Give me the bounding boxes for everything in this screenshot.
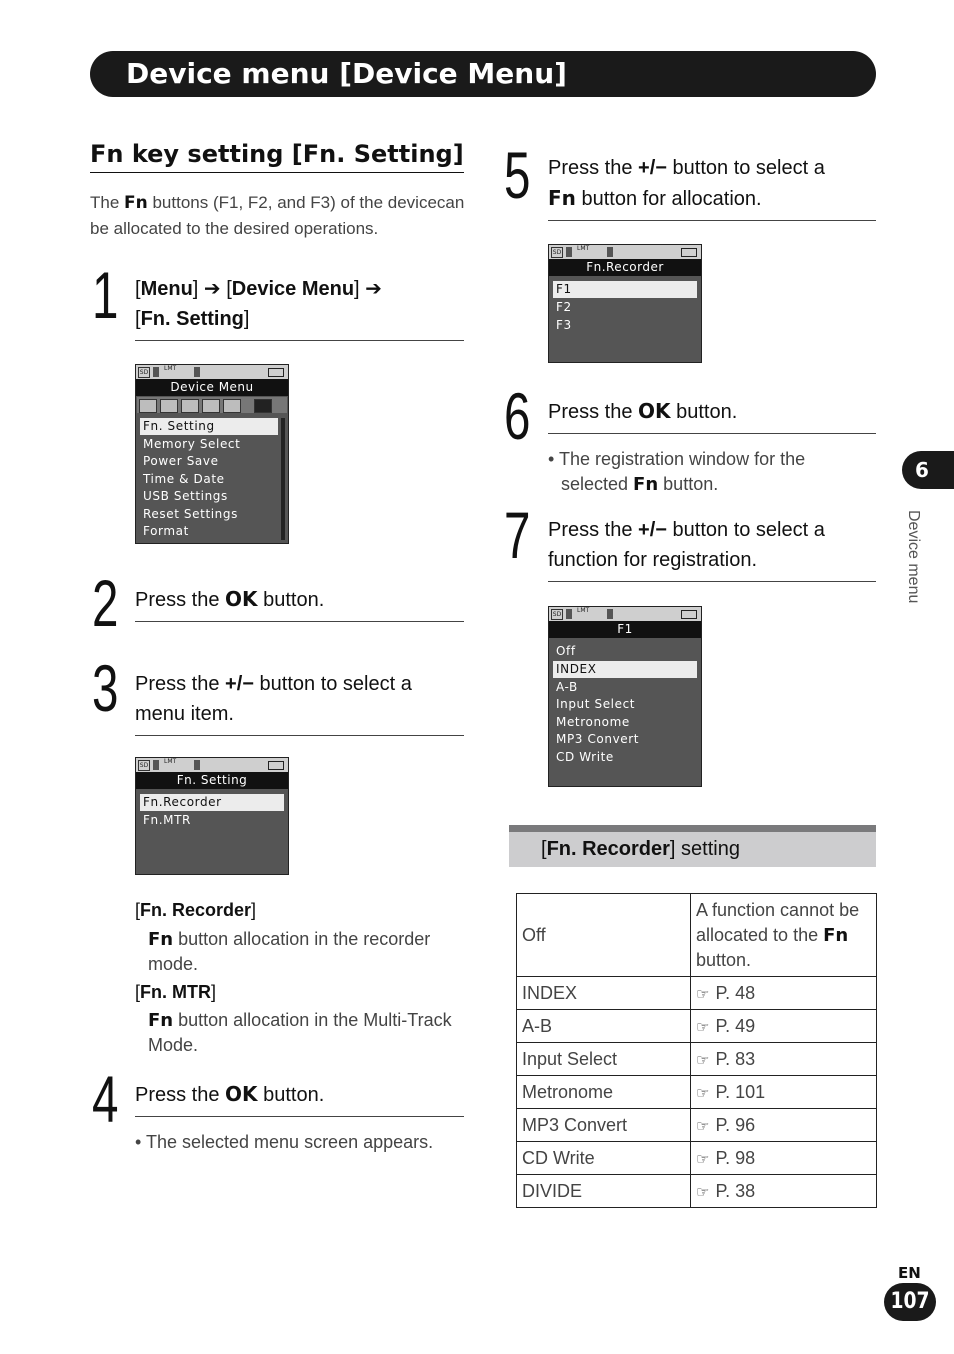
- chapter-number: 6: [915, 458, 929, 482]
- step-7-number: 7: [504, 498, 531, 572]
- table-row: [517, 977, 877, 1010]
- battery-icon: [681, 610, 697, 619]
- sd-icon: SD: [139, 369, 149, 376]
- step-6-number: 6: [504, 379, 531, 453]
- page-ref-link[interactable]: ☞ P. 49: [696, 1016, 755, 1036]
- fn-mtr-desc: [148, 1008, 468, 1058]
- fn-label: Fn: [823, 924, 849, 946]
- fn-mtr-term: [Fn. MTR]: [135, 982, 217, 1002]
- menu-item: F1: [553, 281, 697, 298]
- menu-item: Power Save: [143, 454, 219, 468]
- menu-item: Format: [143, 524, 189, 538]
- step-4-rule: [135, 1116, 464, 1117]
- s6-pre: Press the: [548, 401, 639, 423]
- intro-paragraph: [90, 190, 470, 242]
- menu-item: F2: [556, 300, 572, 314]
- page-ref-link[interactable]: ☞ P. 48: [696, 983, 755, 1003]
- mic-icon: [194, 760, 200, 770]
- s6-note1: • The registration window for the: [548, 449, 806, 469]
- menu-item: Input Select: [556, 697, 636, 711]
- s6-note2: [548, 474, 718, 494]
- heading-a: [: [541, 838, 547, 860]
- lmt-label: LMT: [577, 245, 590, 252]
- recorder-setting-heading: [509, 825, 876, 867]
- menu-item: CD Write: [556, 750, 614, 764]
- menu-item: MP3 Convert: [556, 732, 640, 746]
- menu-item: INDEX: [553, 661, 697, 678]
- lmt-label: LMT: [577, 607, 590, 614]
- fn-mtr-desc1: button allocation in the Multi-Track: [173, 1010, 452, 1030]
- s6-post: button.: [670, 401, 738, 423]
- language-label: EN: [898, 1264, 921, 1282]
- sd-icon: SD: [552, 611, 562, 618]
- function-table: [516, 893, 877, 1208]
- table-row: [517, 1076, 877, 1109]
- device-menu-screen: [135, 364, 289, 544]
- step-1-number: 1: [92, 258, 119, 332]
- table-cell-ref[interactable]: [691, 1076, 877, 1109]
- play-tab-icon: [160, 399, 178, 413]
- fn-label: Fn: [148, 1010, 174, 1031]
- fn-recorder-term-text: Fn. Recorder: [140, 900, 252, 920]
- mic-icon: [153, 760, 159, 770]
- plus-minus-label: +/−: [225, 673, 254, 695]
- table-row: [517, 894, 877, 977]
- plus-minus-label: +/−: [638, 157, 667, 179]
- step-7-text: [548, 515, 878, 575]
- ok-button-label: OK: [225, 587, 258, 611]
- fn-recorder-term: [Fn. Recorder]: [135, 900, 257, 920]
- menu-item: Metronome: [556, 715, 630, 729]
- table-cell-name: INDEX: [517, 977, 691, 1010]
- step-3-number: 3: [92, 651, 119, 725]
- menu-item: Memory Select: [143, 437, 241, 451]
- scrollbar: [281, 418, 285, 540]
- mic-icon: [607, 609, 613, 619]
- status-bar: [136, 758, 288, 772]
- page-ref-link[interactable]: ☞ P. 101: [696, 1082, 765, 1102]
- table-cell-ref[interactable]: [691, 1109, 877, 1142]
- section-title: Fn key setting [Fn. Setting]: [90, 140, 464, 173]
- step-2-text: [135, 584, 324, 615]
- table-cell-name: CD Write: [517, 1142, 691, 1175]
- s1-d: [: [135, 308, 141, 330]
- ok-button-label: OK: [225, 1082, 258, 1106]
- table-cell-name: DIVIDE: [517, 1175, 691, 1208]
- lmt-label: LMT: [164, 365, 177, 372]
- table-cell-name: Metronome: [517, 1076, 691, 1109]
- s1-device-menu: Device Menu: [231, 278, 355, 300]
- page-ref-link[interactable]: ☞ P. 98: [696, 1148, 755, 1168]
- fn-mtr-desc2: Mode.: [148, 1035, 199, 1055]
- fn-setting-screen: [135, 757, 289, 875]
- step-4-note: • The selected menu screen appears.: [135, 1132, 434, 1152]
- table-cell-name: MP3 Convert: [517, 1109, 691, 1142]
- step-6-text: [548, 396, 737, 427]
- menu-item: Time & Date: [143, 472, 225, 486]
- s3-pre: Press the: [135, 673, 226, 695]
- menu-item: Reset Settings: [143, 507, 238, 521]
- chapter-tab[interactable]: [902, 451, 954, 489]
- table-cell-name: A-B: [517, 1010, 691, 1043]
- menu-item: A-B: [556, 680, 578, 694]
- metronome-tab-icon: [202, 399, 220, 413]
- lmt-label: LMT: [164, 758, 177, 765]
- page-ref-link[interactable]: ☞ P. 38: [696, 1181, 755, 1201]
- table-cell-ref[interactable]: [691, 1010, 877, 1043]
- s2-post: button.: [257, 589, 325, 611]
- screen-title: F1: [549, 621, 701, 638]
- step-5-number: 5: [504, 138, 531, 212]
- table-cell-ref[interactable]: [691, 977, 877, 1010]
- f1-screen: [548, 606, 702, 787]
- s7-line2: function for registration.: [548, 549, 757, 571]
- s1-menu: Menu: [140, 278, 193, 300]
- off-desc-pre: A function cannot be allocated to the: [696, 899, 860, 945]
- s7-pre: Press the: [548, 519, 639, 541]
- s1-e: ]: [243, 308, 250, 330]
- battery-icon: [681, 248, 697, 257]
- step-4-text: [135, 1079, 324, 1110]
- fn-recorder-desc: [148, 927, 468, 977]
- table-row: [517, 1142, 877, 1175]
- screen-title: Fn. Setting: [136, 772, 288, 789]
- menu-item: Fn. Setting: [140, 418, 278, 435]
- page-number: 107: [890, 1289, 930, 1314]
- fn-label: Fn: [548, 186, 576, 210]
- s4-pre: Press the: [135, 1084, 226, 1106]
- heading-c: ] setting: [669, 838, 740, 860]
- recorder-setting-heading-text: [541, 838, 740, 861]
- s1-b: ] ➔ [: [192, 278, 232, 300]
- mic-icon: [153, 367, 159, 377]
- ok-button-label: OK: [638, 399, 671, 423]
- page-number-badge: [884, 1283, 936, 1321]
- heading-b: Fn. Recorder: [546, 838, 670, 860]
- step-2-number: 2: [92, 566, 119, 640]
- s5-line2: button for allocation.: [575, 188, 762, 210]
- battery-icon: [268, 368, 284, 377]
- rec-tab-icon: [139, 399, 157, 413]
- mic-icon: [566, 247, 572, 257]
- step-3-rule: [135, 735, 464, 736]
- step-5-text: [548, 153, 878, 214]
- chapter-side-label: Device menu: [905, 510, 922, 604]
- step-5-rule: [548, 220, 876, 221]
- s5-pre: Press the: [548, 157, 639, 179]
- fn-label: Fn: [148, 929, 174, 950]
- s4-post: button.: [257, 1084, 325, 1106]
- chapter-title: Device menu [Device Menu]: [126, 57, 567, 90]
- intro-post: buttons (F1, F2, and F3) of the devicecan be allocated to the desired operations.: [90, 193, 465, 238]
- menu-item: Fn.Recorder: [140, 794, 284, 811]
- fn-recorder-desc1: button allocation in the recorder: [173, 929, 431, 949]
- step-2-rule: [135, 621, 464, 622]
- s6-note2-pre: selected: [561, 474, 634, 494]
- file-tab-icon: [181, 399, 199, 413]
- status-bar: [549, 607, 701, 621]
- sd-icon: SD: [139, 762, 149, 769]
- status-bar: [136, 365, 288, 379]
- table-cell-ref[interactable]: [691, 1175, 877, 1208]
- screen-title: Device Menu: [136, 379, 288, 396]
- step-7-rule: [548, 581, 876, 582]
- table-row: [517, 1175, 877, 1208]
- s3-line2: menu item.: [135, 703, 234, 725]
- step-3-text: [135, 669, 465, 729]
- step-4-number: 4: [92, 1062, 119, 1136]
- menu-tab-icons: [137, 397, 287, 413]
- chapter-header-bar: [90, 51, 876, 97]
- screen-title: Fn.Recorder: [549, 259, 701, 276]
- s5-post: button to select a: [666, 157, 825, 179]
- s6-note2-post: button.: [658, 474, 719, 494]
- fn-recorder-screen: [548, 244, 702, 363]
- sd-icon: SD: [552, 249, 562, 256]
- page-ref-link[interactable]: ☞ P. 83: [696, 1049, 755, 1069]
- status-bar: [549, 245, 701, 259]
- mic-icon: [607, 247, 613, 257]
- s1-a: [: [135, 278, 141, 300]
- table-cell-name: Off: [517, 894, 691, 977]
- s1-fn-setting: Fn. Setting: [140, 308, 244, 330]
- table-cell-desc: [691, 894, 877, 977]
- table-cell-ref[interactable]: [691, 1043, 877, 1076]
- mic-icon: [566, 609, 572, 619]
- intro-pre: The: [90, 193, 125, 212]
- table-row: [517, 1043, 877, 1076]
- s1-c: ] ➔: [354, 278, 382, 300]
- fn-recorder-desc2: mode.: [148, 954, 199, 974]
- fn-label: Fn: [633, 474, 659, 495]
- plus-minus-label: +/−: [638, 519, 667, 541]
- step-6-rule: [548, 433, 876, 434]
- menu-item: Off: [556, 644, 576, 658]
- lcd-tab-icon: [223, 399, 241, 413]
- table-row: [517, 1109, 877, 1142]
- s2-pre: Press the: [135, 589, 226, 611]
- tools-tab-icon: [254, 399, 272, 413]
- fn-mtr-term-text: Fn. MTR: [140, 982, 211, 1002]
- step-6-note: [548, 447, 878, 497]
- page-ref-link[interactable]: ☞ P. 96: [696, 1115, 755, 1135]
- mic-icon: [194, 367, 200, 377]
- off-desc-post: button.: [696, 949, 752, 970]
- s7-post: button to select a: [666, 519, 825, 541]
- step-1-rule: [135, 340, 464, 341]
- menu-item: F3: [556, 318, 572, 332]
- battery-icon: [268, 761, 284, 770]
- menu-item: Fn.MTR: [143, 813, 191, 827]
- table-cell-name: Input Select: [517, 1043, 691, 1076]
- table-row: [517, 1010, 877, 1043]
- s3-post: button to select a: [253, 673, 412, 695]
- menu-item: USB Settings: [143, 489, 228, 503]
- step-1-text: [135, 274, 465, 334]
- table-cell-ref[interactable]: [691, 1142, 877, 1175]
- intro-fn: Fn: [124, 193, 148, 213]
